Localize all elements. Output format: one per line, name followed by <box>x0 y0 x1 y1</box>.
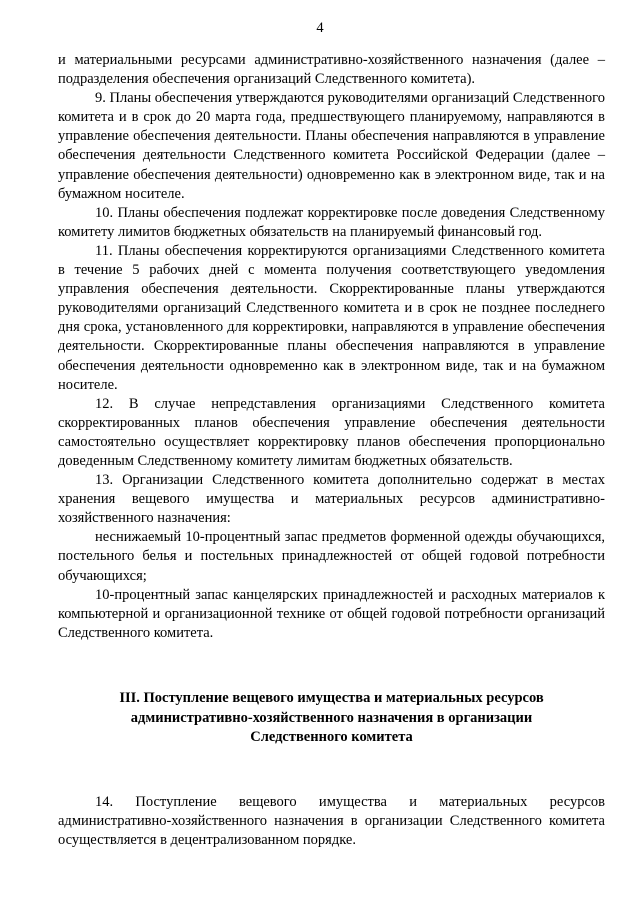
body-text-block-2 <box>58 793 605 850</box>
section-heading-line-2: административно-хозяйственного назначения в организации <box>130 709 533 726</box>
paragraph-10: 10. Планы обеспечения подлежат корректировке после доведения Следственному комитету лимитов бюджетных обязательств на планируемый финансовый год. <box>58 204 605 240</box>
paragraph-12: 12. В случае непредставления организациями Следственного комитета скорректированных планов обеспечения управление обеспечения деятельности самостоятельно осуществляет корректировку планов обеспечения пропорционально доведенным Следственному комитету лимитам бюджетных обязательств. <box>58 395 605 469</box>
paragraph-9: 9. Планы обеспечения утверждаются руководителями организаций Следственного комитета и в срок до 20 марта года, предшествующего планируемому, направляются в управление обеспечения деятельности. Планы обеспечения направляются в управление обеспечения деятельности Следственного комитета Российской Федерации (далее – управление обеспечения деятельности) одновременно как в электронном виде, так и на бумажном носителе. <box>58 90 605 202</box>
paragraph-13-item-a: неснижаемый 10-процентный запас предметов форменной одежды обучающихся, постельного белья и постельных принадлежностей от общей годовой потребности обучающихся; <box>58 529 605 584</box>
paragraph-continuation: и материальными ресурсами административно-хозяйственного назначения (далее – подразделения обеспечения организаций Следственного комитета). <box>58 52 605 88</box>
paragraph-13-item-b: 10-процентный запас канцелярских принадлежностей и расходных материалов к компьютерной и организационной технике от общей годовой потребности организаций Следственного комитета. <box>58 586 605 641</box>
page-number: 4 <box>316 20 324 36</box>
paragraph-13: 13. Организации Следственного комитета дополнительно содержат в местах хранения вещевого имущества и материальных ресурсов административно-хозяйственного назначения: <box>58 472 605 527</box>
section-heading <box>58 689 605 748</box>
body-text-block <box>58 51 605 643</box>
section-heading-line-3: Следственного комитета <box>250 729 413 745</box>
section-heading-line-1: III. Поступление вещевого имущества и материальных ресурсов <box>119 690 544 706</box>
paragraph-11: 11. Планы обеспечения корректируются организациями Следственного комитета в течение 5 рабочих дней с момента получения соответствующего уведомления управления обеспечения деятельности. Скорректированные планы утверждаются руководителями организаций Следственного комитета и в срок не позднее последнего дня срока, установленного для корректировки, направляются в управление обеспечения деятельности. Скорректированные планы обеспечения направляются в управление обеспечения деятельности одновременно как в электронном виде, так и на бумажном носителе. <box>58 242 605 393</box>
paragraph-14: 14. Поступление вещевого имущества и материальных ресурсов административно-хозяйственного назначения в организации Следственного комитета осуществляется в децентрализованном порядке. <box>58 794 605 849</box>
